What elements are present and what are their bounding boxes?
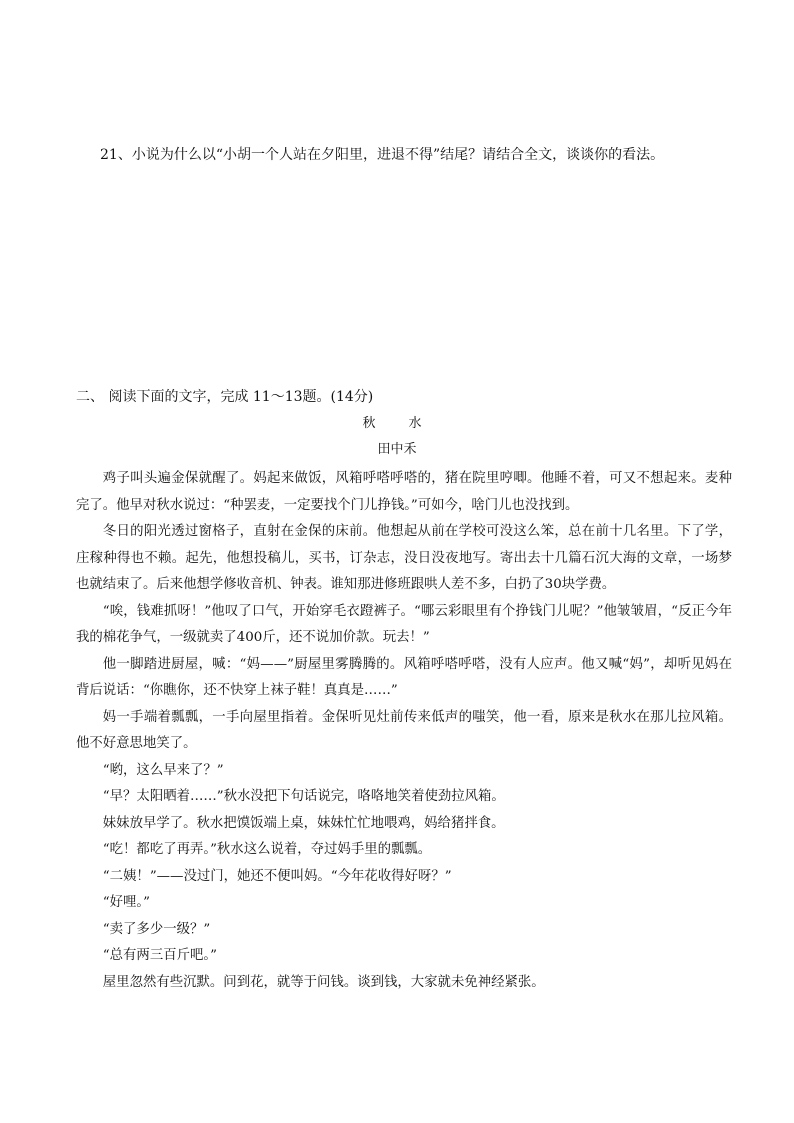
- story-title: 秋 水: [362, 416, 432, 431]
- paragraph: “好哩。”: [102, 895, 150, 910]
- story-body: [76, 466, 732, 996]
- paragraph: 妹妹放早学了。秋水把馍饭端上桌，妹妹忙忙地喂鸡，妈给猪拌食。: [102, 815, 505, 831]
- section-heading: 二、 阅读下面的文字，完成 11～13题。(14分): [76, 389, 374, 405]
- paragraph: 鸡子叫头遍金保就醒了。妈起来做饭，风箱呼嗒呼嗒的，猪在院里哼唧。他睡不着，可又不想起来。麦种完了。他早对秋水说过：“种罢麦，一定要找个门儿挣钱。”可如今，啥门儿也没找到。: [76, 471, 732, 513]
- paragraph: 他一脚踏进厨屋，喊：“妈——”厨屋里雾腾腾的。风箱呼嗒呼嗒，没有人应声。他又喊“妈”，却听见妈在背后说话：“你瞧你，还不快穿上袜子鞋！真真是……”: [76, 656, 732, 698]
- story-author: 田中禾: [377, 442, 417, 457]
- paragraph: “哟，这么早来了？”: [102, 762, 224, 778]
- paragraph: “早？太阳晒着……”秋水没把下句话说完，咯咯地笑着使劲拉风箱。: [102, 789, 505, 804]
- paragraph: “总有两三百斤吧。”: [102, 948, 217, 963]
- paragraph: “唉，钱难抓呀！”他叹了口气，开始穿毛衣蹬裤子。“哪云彩眼里有个挣钱门儿呢？”他皱皱眉，“反正今年我的棉花争气，一级就卖了400斤，还不说加价款。玩去！”: [76, 603, 732, 645]
- paragraph: “二姨！”——没过门，她还不便叫妈。“今年花收得好呀？”: [102, 868, 452, 884]
- question-21: 21、小说为什么以“小胡一个人站在夕阳里，进退不得”结尾？请结合全文，谈谈你的看法。: [100, 147, 665, 163]
- paragraph: 屋里忽然有些沉默。问到花，就等于问钱。谈到钱，大家就未免神经紧张。: [102, 974, 545, 990]
- paragraph: “吃！都吃了再弄。”秋水这么说着，夺过妈手里的瓢瓢。: [102, 842, 432, 857]
- paragraph: 冬日的阳光透过窗格子，直射在金保的床前。他想起从前在学校可没这么笨，总在前十几名里。下了学，庄稼种得也不赖。起先，他想投稿儿，买书，订杂志，没日没夜地写。寄出去十几篇石沉大海的文章，一场梦也就结束了。后来他想学修收音机、钟表。谁知那进修班跟哄人差不多，白扔了30块学费。: [76, 524, 732, 592]
- paragraph: 妈一手端着瓢瓢，一手向屋里指着。金保听见灶前传来低声的嗤笑，他一看，原来是秋水在那儿拉风箱。他不好意思地笑了。: [76, 709, 732, 751]
- paragraph: “卖了多少一级？”: [102, 921, 211, 937]
